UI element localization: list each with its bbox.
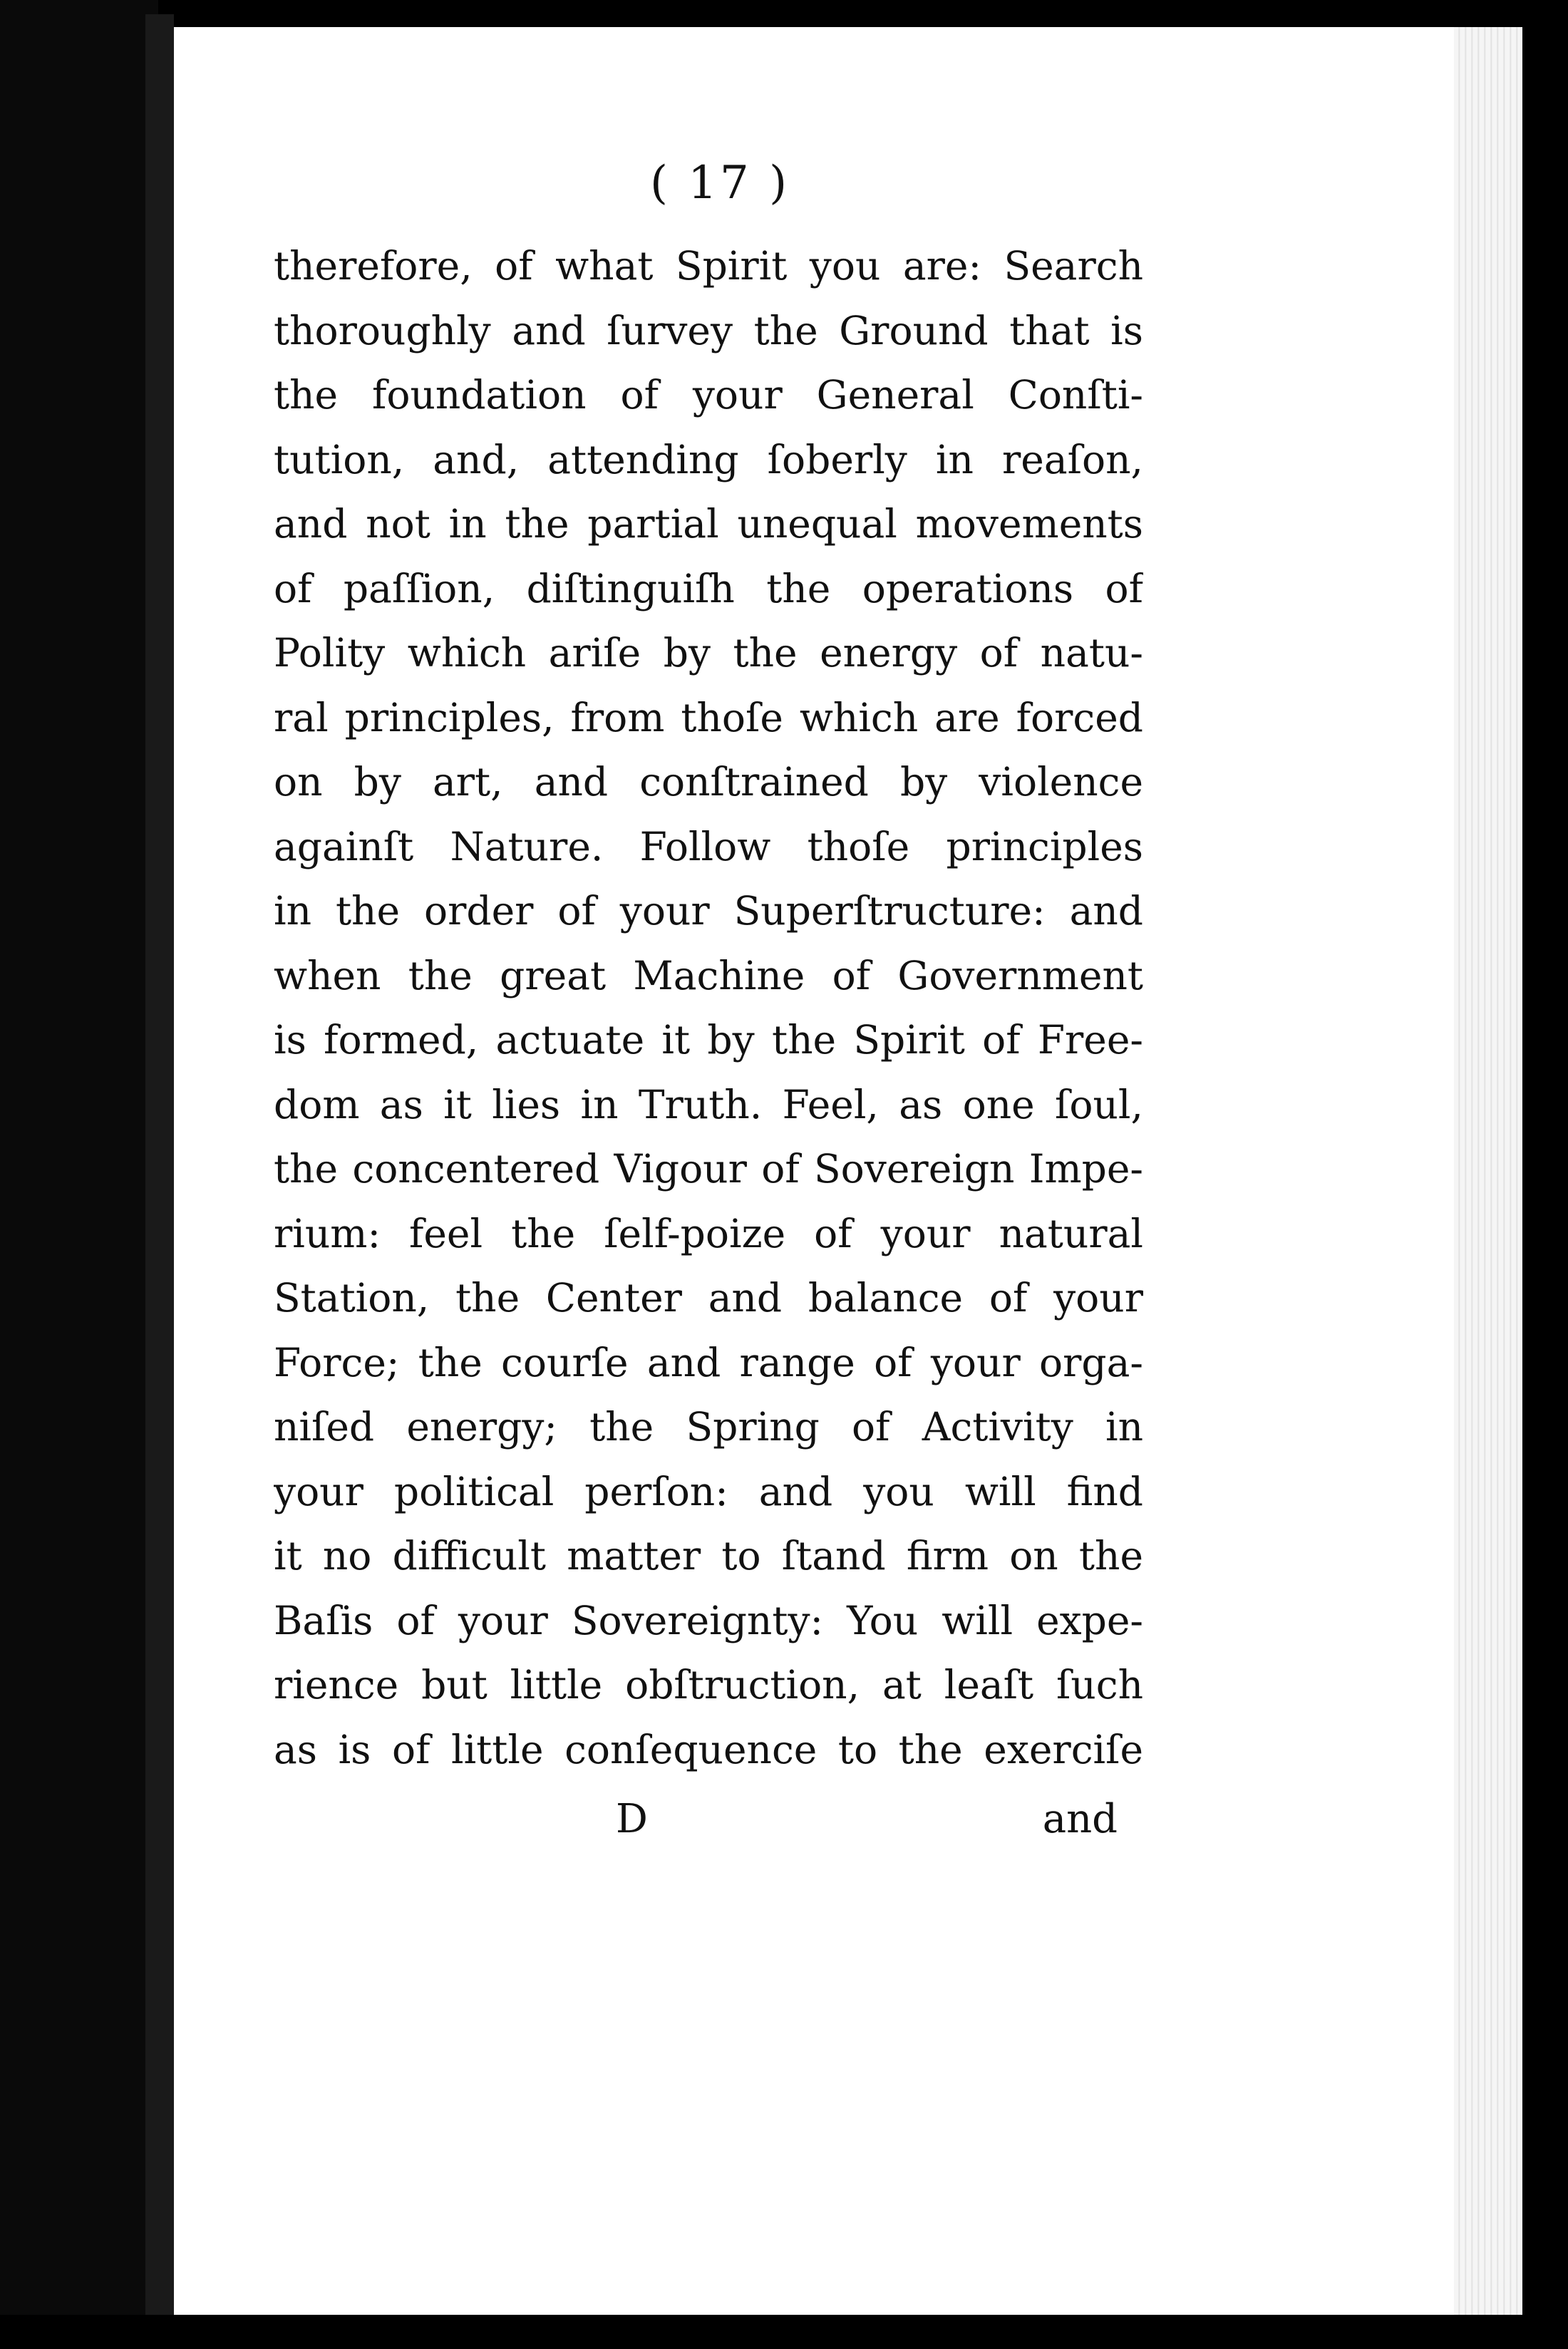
page-number: ( 17 ) (649, 157, 790, 210)
text-line: is formed, actuate it by the Spirit of Free- (274, 1017, 1143, 1063)
text-line: rience but little obſtruction, at leaſt ſuch (274, 1662, 1143, 1708)
text-line: in the order of your Superſtructure: and (274, 888, 1143, 934)
text-line: of paſſion, diſtinguiſh the operations of (274, 565, 1143, 611)
text-line: againſt Nature. Follow thoſe principles (274, 823, 1143, 869)
scan-border-bottom (0, 2315, 1568, 2349)
text-line: the foundation of your General Conſti- (274, 372, 1143, 418)
text-line: Baſis of your Sovereignty: You will expe- (274, 1597, 1143, 1643)
scan-border-right (1522, 0, 1568, 2349)
text-line: Station, the Center and balance of your (274, 1275, 1143, 1321)
text-line: and not in the partial unequal movements (274, 501, 1143, 547)
text-line: ral principles, from thoſe which are forced (274, 694, 1143, 740)
text-line: on by art, and conſtrained by violence (274, 759, 1143, 805)
text-line: when the great Machine of Government (274, 952, 1143, 998)
body-text (274, 234, 1143, 1782)
text-line: dom as it lies in Truth. Feel, as one ſoul, (274, 1081, 1143, 1127)
page-edge-right (1454, 21, 1522, 2323)
text-line: niſed energy; the Spring of Activity in (274, 1404, 1143, 1450)
text-line: as is of little conſequence to the exerciſe (274, 1726, 1143, 1772)
signature-mark: D (616, 1796, 648, 1842)
text-line: therefore, of what Spirit you are: Search (274, 243, 1143, 289)
text-line: it no difficult matter to ſtand firm on the (274, 1533, 1143, 1579)
text-line: Force; the courſe and range of your orga- (274, 1339, 1143, 1385)
text-line: thoroughly and ſurvey the Ground that is (274, 307, 1143, 353)
text-line: tution, and, attending ſoberly in reaſon, (274, 436, 1143, 482)
scan-border-top (0, 0, 1568, 27)
catchword: and (1042, 1796, 1118, 1842)
text-line: Polity which ariſe by the energy of natu- (274, 630, 1143, 676)
text-line: the concentered Vigour of Sovereign Impe- (274, 1146, 1143, 1192)
text-line: your political perſon: and you will find (274, 1468, 1143, 1514)
text-line: rium: feel the ſelf-poize of your natural (274, 1210, 1143, 1256)
scan-border-left (0, 0, 158, 2349)
binding-strip (145, 14, 174, 2323)
